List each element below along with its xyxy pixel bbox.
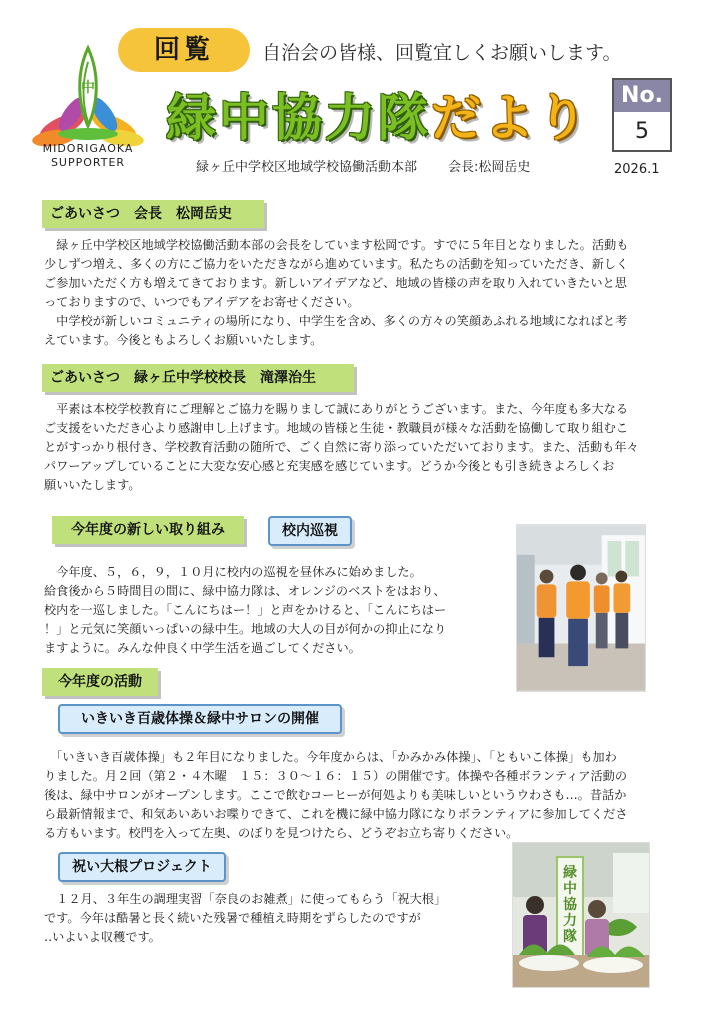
patrol-photo xyxy=(516,524,646,692)
text-line: 校内を一巡しました。「こんにちはー！」と声をかけると、「こんにちはー xyxy=(44,603,447,617)
text-line: です。今年は酷暑と長く続いた残暑で種植え時期をずらしたのですが xyxy=(44,911,421,925)
text-line: る方もいます。校門を入って左奥、のぼりを見つけたら、どうぞお立ち寄りください。 xyxy=(44,826,519,840)
title-main: 緑中協力隊 xyxy=(166,89,431,147)
text-line: ご参加いただく方も増えてきております。新しいアイデアなど、地域の皆様の声を取り入れていきたいと思 xyxy=(44,276,627,290)
text-line: 「いきいき百歳体操」も２年目になりました。今年度からは、「かみかみ体操」、「ともいこ体操」も加わ xyxy=(44,750,617,764)
text-line: パワーアップしていることに大変な安心感と充実感を感じています。どうか今後とも引き続きよろしくお xyxy=(44,459,615,473)
text-line: ますように。みんな仲良く中学生活を過ごしてください。 xyxy=(44,641,361,655)
svg-text:中: 中 xyxy=(81,80,95,96)
logo-text-2: SUPPORTER xyxy=(50,156,126,169)
kairan-badge: 回覧 xyxy=(118,28,250,72)
patrol-subheading: 校内巡視 xyxy=(268,516,352,546)
daikon-photo xyxy=(512,842,650,988)
text-line: とがすっかり根付き、学校教育活動の随所で、ごく自然に寄り添っていただいております。また、活動も年々 xyxy=(44,440,639,454)
new-initiative-heading: 今年度の新しい取り組み xyxy=(52,516,244,544)
greeting-chair-heading: ごあいさつ 会長 松岡岳史 xyxy=(42,200,264,228)
activities-heading: 今年度の活動 xyxy=(42,668,158,696)
text-line: 給食後から５時間目の間に、緑中協力隊は、オレンジのベストをはおり、 xyxy=(44,584,446,598)
newsletter-title xyxy=(166,78,590,150)
text-line: えています。今後ともよろしくお願いいたします。 xyxy=(44,333,323,347)
exercise-salon-text xyxy=(44,748,694,843)
issue-date: 2026.1 xyxy=(614,162,660,177)
text-line: ‥いよいよ収穫です。 xyxy=(44,930,161,944)
text-line: 今年度、５，６，９，１０月に校内の巡視を昼休みに始めました。 xyxy=(44,565,422,579)
organization-name: 緑ヶ丘中学校区地域学校協働活動本部 xyxy=(196,160,418,175)
text-line: 緑ヶ丘中学校区地域学校協働活動本部の会長をしています松岡です。すでに５年目となりました。活動も xyxy=(44,238,629,252)
text-line: 平素は本校学校教育にご理解とご協力を賜りまして誠にありがとうございます。また、今年度も多大なる xyxy=(44,402,629,416)
issue-label: No. xyxy=(614,80,670,112)
text-line: 中学校が新しいコミュニティの場所になり、中学生を含め、多くの方々の笑顔あふれる地域になればと考 xyxy=(44,314,628,328)
issue-number: 5 xyxy=(635,119,649,144)
text-line: 後は、緑中サロンがオープンします。ここで飲むコーヒーが何処よりも美味しいというウわさも…。昔話か xyxy=(44,788,627,802)
daikon-banner-text: 緑中協力隊 xyxy=(563,865,577,945)
title-suffix: だより xyxy=(431,89,590,147)
issue-number-box xyxy=(612,78,672,152)
greeting-chair-text xyxy=(44,236,694,350)
text-line: ！」と元気に笑顔いっぱいの緑中生。地域の大人の目が何かの抑止になり xyxy=(44,622,447,636)
exercise-salon-subheading: いきいき百歳体操＆緑中サロンの開催 xyxy=(58,704,342,734)
text-line: １２月、３年生の調理実習「奈良のお雑煮」に使ってもらう「祝大根」 xyxy=(44,892,447,906)
logo-text-1: MIDORIGAOKA xyxy=(42,142,134,155)
daikon-subheading: 祝い大根プロジェクト xyxy=(58,852,226,882)
text-line: りました。月２回（第２・４木曜 １５：３０～１６：１５）の開催です。体操や各種ボランティア活動の xyxy=(44,769,628,783)
text-line: っておりますので、いつでもアイデアをお寄せください。 xyxy=(44,295,360,309)
greeting-principal-text xyxy=(44,400,694,495)
daikon-text xyxy=(44,890,510,947)
patrol-text xyxy=(44,563,510,658)
text-line: 少しずつ増え、多くの方にご協力をいただきながら進めています。私たちの活動を知っていただき、新しく xyxy=(44,257,629,271)
text-line: ご支援をいただき心より感謝申し上げます。地域の皆様と生徒・教職員が様々な活動を協働して取り組むこ xyxy=(44,421,629,435)
greeting-principal-heading: ごあいさつ 緑ヶ丘中学校校長 滝澤治生 xyxy=(42,364,354,392)
text-line: ら最新情報まで、和気あいあいお喋りできて、これを機に緑中協力隊になりボランティアに参加してくださ xyxy=(44,807,628,821)
text-line: 願いいたします。 xyxy=(44,478,141,492)
daikon-photo-scene xyxy=(513,843,650,988)
chair-name: 会長:松岡岳史 xyxy=(448,160,531,175)
kairan-message: 自治会の皆様、回覧宜しくお願いします。 xyxy=(262,42,622,64)
